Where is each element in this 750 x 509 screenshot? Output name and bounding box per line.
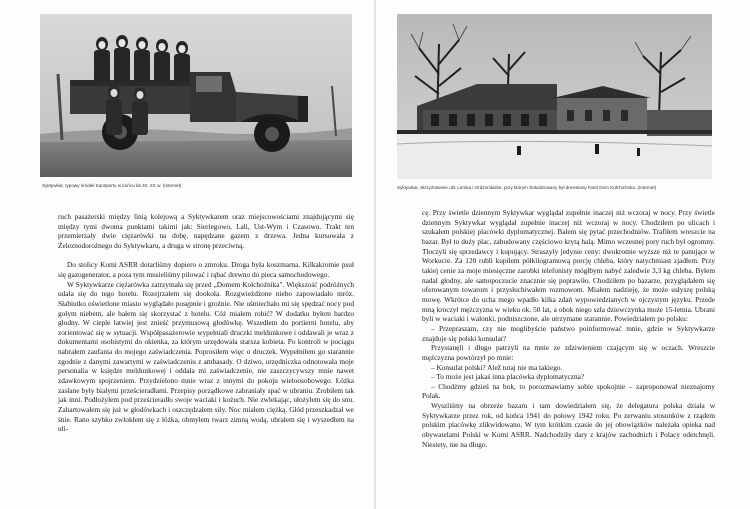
paragraph: Wyszliśmy na obrzeże bazaru i tam dowiedziałem się, że delegatura polska działa w Syktywkarze przez rok, od końca 1941 do połowy 1942 roku. Po zerwaniu stosunków z rządem polskim placówkę zlikwidowano. W tym krótkim czasie do jej obowiązków należała opieka nad obywatelami Polski w Komi ASRR. Nadchodziły dary z krajów zachodnich i Polacy odetchnęli. Niestety, nie na długo. bbox=[422, 401, 715, 449]
left-text-column bbox=[58, 212, 354, 434]
photo-caption: Syktywkar, typowy środek transportu w końcu lat 40. XX w. (Internet) bbox=[42, 183, 182, 188]
dialogue-line: – Konsulat polski? Alež tutaj nie ma takiego. bbox=[431, 362, 563, 372]
paragraph: Do stolicy Komi ASRR dotarliśmy dopiero o zmroku. Droga była koszmarna. Kilkakrotnie psuł się gazogenerator, a poza tym musieliśmy piłować i rąbać drewno do pieca samochodowego. bbox=[58, 260, 354, 279]
truck-photo-image bbox=[40, 14, 352, 177]
left-page bbox=[0, 0, 374, 509]
right-page bbox=[376, 0, 750, 509]
dialogue-line: – Chodźmy gdzieś na bok, to porozmawiamy sobie spokojnie – zaproponował nieznajomy Polak. bbox=[422, 381, 715, 401]
dialogue-line: – Przepraszam, czy nie moglibyście państwo poinformować mnie, gdzie w Syktywkarze znajduje się polski konsulat? bbox=[422, 323, 715, 343]
paragraph: Przystanęli i długo patrzyli na mnie ze zdziwieniem czającym się w oczach. Wreszcie mężczyzna powtórzył po mnie: bbox=[422, 343, 715, 362]
street-photo bbox=[397, 14, 712, 179]
photo-caption: Syktywkar, skrzyżowanie ulic Lenina i Ordżonikidze, przy którym zlokalizowany był drewniany hotel Dom Kołchoźnika. (Internet) bbox=[397, 185, 657, 190]
dialogue-line: – To może jest jakaś inna placówka dyplomatyczna? bbox=[431, 372, 585, 382]
paragraph: cę. Przy świetle dziennym Syktywkar wyglądał zupełnie inaczej niż wczoraj w nocy. Przy świetle dziennym Syktywkar wyglądał zupełnie inaczej niż wczoraj w nocy. Chodziłem po ulicach i szukałem polskiej placówki dyplomatycznej. Bałem się pytać przechodniów. Trafiłem wreszcie na bazar. Był to duży plac, zabudowany częściowo krytą halą. Mimo wczesnej pory ruch był ogromny. Tłoczyli się sprzedawcy i kupujący. Straszyły jedynie ceny: dwukrotnie wyższe niż te panujące w Workucie. Za 120 rubli kupiłem półkilogramową porcję chleba, który natychmiast zjadłem. Przy takiej cenie za moje miesięczne zarobki telefonisty mógłbym nabyć zaledwie 3,3 kg chleba. Byłem nadal głodny, ale samopoczucie znacznie się poprawiło. Chodziłem po bazarze, przyglądałem się oferowanym towarom i przysłuchiwałem rozmowom. Miałem nadzieję, że może usłyszę polską mowę. Wkrótce do ucha mego wpadło kilka zdań wypowiedzianych w ojczystym języku. Przede mną kroczył mężczyzna w wieku ok. 50 lat, a obok niego szła dziewczynka może 15-letnia. Ubrani byli w waciaki i walonki, podniszczone, ale utrzymane starannie. Powiedziałem po polsku: bbox=[422, 208, 715, 324]
right-text-column bbox=[422, 208, 715, 449]
paragraph: ruch pasażerski między linią kolejową a Syktywkarem oraz miejscowościami znajdującymi się między tymi dwoma punktami takimi jak: Sieriegowo, Lali, Ust-Wym i Czasowo. Trakt ten przemierzały dwie ciężarówki na dobę, napędzane gazem z drzewa. Jedna kursowała z Żeleznodorożnego do Syktywkaru, a druga w stronę przeciwną. bbox=[58, 212, 354, 250]
truck-photo bbox=[40, 14, 352, 177]
street-photo-image bbox=[397, 14, 712, 179]
paragraph: W Syktywkarze ciężarówka zatrzymała się przed „Domem Kołchoźnika". Większość podróżnych udała się do tego hotelu. Rozejrzałem się dookoła. Rozgwieżdżone niebo zapowiadało mróz. Słabiutko oświetlone miasto wyglądało posępnie i groźnie. Nie uśmiechało mi się spędzać nocy pod gołym niebem, ale bałem się skorzystać z hotelu. Cóż miałem robić? W dodatku byłem bardzo głodny. W cieple łatwiej jest znieść przymusową głodówkę. Wszedłem do portierni hotelu, aby zorientować się w sytuacji. Współpasażerowie wypełniali druczki meldunkowe i oddawali je wraz z dokumentami osobistymi do okienka, za którym urzędowała starsza kobieta. Po kontroli w pociągu nabrałem zaufania do mojego zaświadczenia. Poprosiłem więc o druczek. Wypełniłem go starannie zgodnie z danymi zawartymi w zaświadczeniu z ambasady. O dziwo, urzędniczka odnotowała moje personalia w księdze meldunkowej i oddała mi zaświadczenie, nie zaszczycywszy mnie nawet zdawkowym spojrzeniem. Przydzielono mnie wraz z innymi do pokoju wieloosobowego. Łóżka zasłane były białymi prześcieradłami. Przepisy porządkowe zabraniały spać w ubraniu. Zrobiłem tak jak inni. Podłożyłem pod prześcieradło swoje waciaki i kożuch. Nie zwlekając, ułożyłem się do snu. Zahartowałem się już w głodówkach i oszczędzałem siły. Noc miałem ciężką. Głód przeszkadzał we śnie. Rano szybko zwlokłem się z łóżka, obmyłem twarz zimną wodą, ubrałem się i wyszedłem na uli- bbox=[58, 279, 354, 434]
